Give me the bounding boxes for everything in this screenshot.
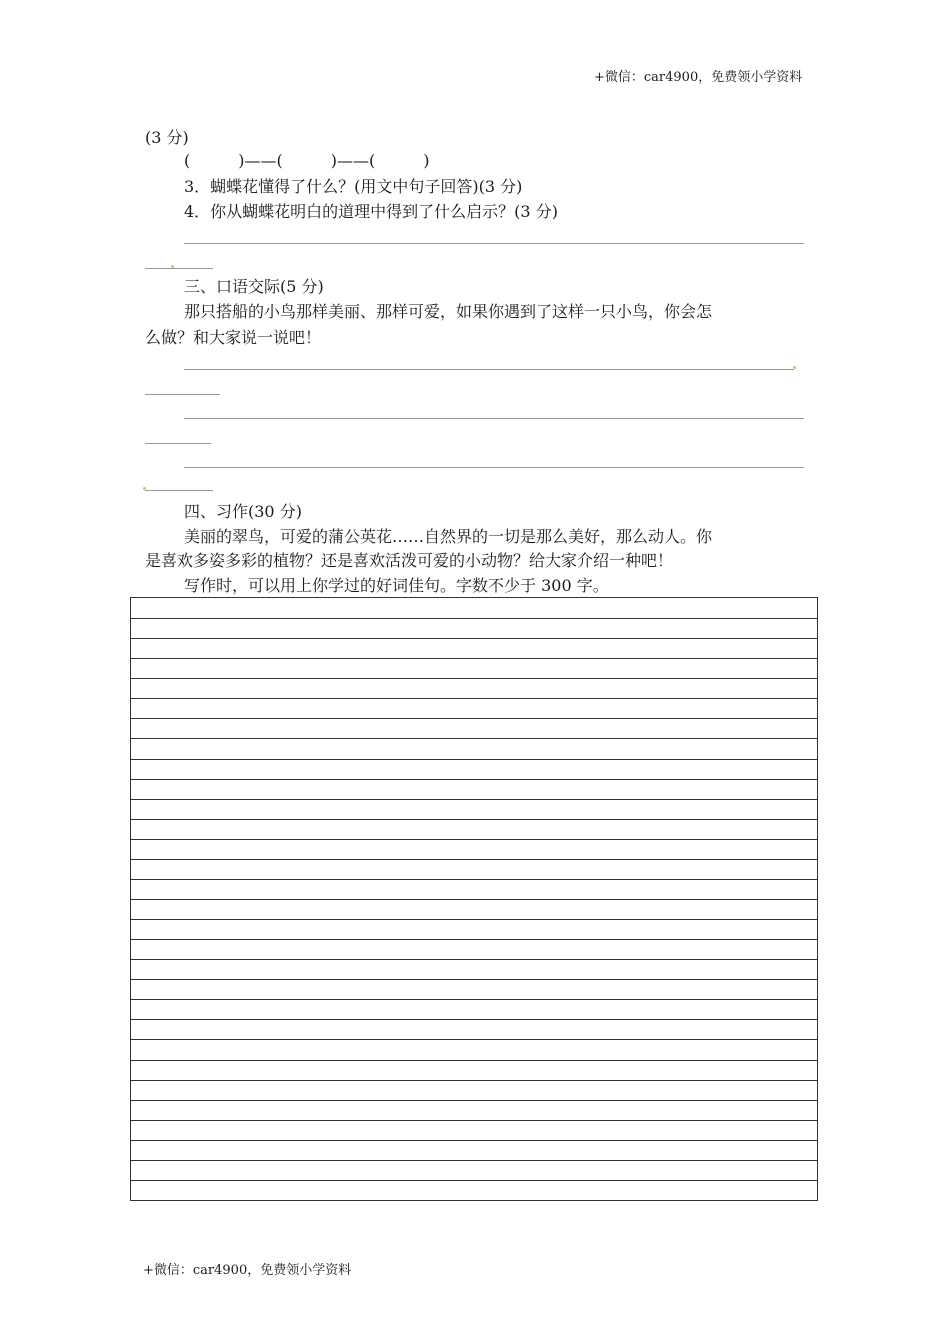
writing-row-line [131,759,817,760]
section-4-prompt-line-1: 美丽的翠鸟，可爱的蒲公英花……自然界的一切是那么美好，那么动人。你 [184,527,713,546]
writing-row-line [131,999,817,1000]
section-4-title: 四、习作(30 分) [184,502,302,521]
marker-dot [793,366,796,369]
answer-line-s3-1[interactable] [184,369,794,370]
answer-line-s3-2-tail[interactable] [145,443,211,444]
writing-row-line [131,738,817,739]
writing-row-line [131,899,817,900]
section-4-prompt-line-2: 是喜欢多姿多彩的植物？还是喜欢活泼可爱的小动物？给大家介绍一种吧！ [145,551,674,570]
writing-row-line [131,678,817,679]
writing-row-line [131,799,817,800]
writing-grid[interactable] [130,597,818,1201]
question-4: 4．你从蝴蝶花明白的道理中得到了什么启示？(3 分) [184,202,558,221]
section-3-prompt-line-2: 么做？和大家说一说吧！ [145,328,322,347]
answer-line-q4-tail[interactable] [145,268,213,269]
writing-row-line [131,939,817,940]
answer-line-s3-3-tail[interactable] [145,490,213,491]
answer-line-q4[interactable] [184,243,804,244]
writing-row-line [131,1100,817,1101]
question-3: 3．蝴蝶花懂得了什么？(用文中句子回答)(3 分) [184,177,523,196]
section-3-title: 三、口语交际(5 分) [184,277,324,296]
writing-row-line [131,1160,817,1161]
writing-row-line [131,1019,817,1020]
writing-row-line [131,979,817,980]
writing-row-line [131,919,817,920]
writing-row-line [131,698,817,699]
writing-row-line [131,1039,817,1040]
writing-row-line [131,718,817,719]
page-header-note: +微信：car4900，免费领小学资料 [594,70,803,85]
writing-row-line [131,1120,817,1121]
writing-row-line [131,1180,817,1181]
writing-row-line [131,879,817,880]
q2-score: (3 分) [145,128,189,147]
writing-row-line [131,819,817,820]
writing-row-line [131,839,817,840]
section-3-prompt-line-1: 那只搭船的小鸟那样美丽、那样可爱，如果你遇到了这样一只小鸟，你会怎 [184,302,713,321]
answer-line-s3-2[interactable] [184,418,804,419]
writing-row-line [131,638,817,639]
answer-line-s3-1-tail[interactable] [145,394,220,395]
page-footer-note: +微信：car4900，免费领小学资料 [143,1263,352,1278]
writing-row-line [131,959,817,960]
writing-row-line [131,618,817,619]
writing-row-line [131,1080,817,1081]
writing-row-line [131,779,817,780]
writing-row-line [131,1060,817,1061]
section-4-prompt-line-3: 写作时，可以用上你学过的好词佳句。字数不少于 300 字。 [184,576,609,595]
marker-dot [171,265,174,268]
answer-line-s3-3[interactable] [184,467,804,468]
marker-dot [143,487,146,490]
writing-row-line [131,859,817,860]
writing-row-line [131,1140,817,1141]
writing-row-line [131,658,817,659]
q2-answer-blanks: ( )——( )——( ) [184,151,430,170]
